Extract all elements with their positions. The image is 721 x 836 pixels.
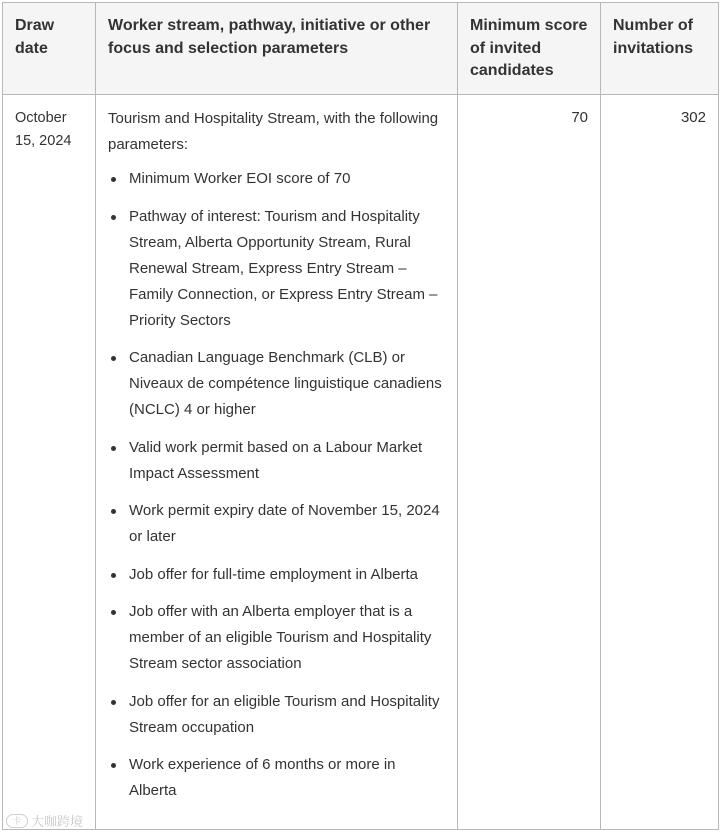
stream-intro: Tourism and Hospitality Stream, with the following parameters: (108, 110, 439, 153)
list-item: Work experience of 6 months or more in Alberta (108, 752, 445, 804)
list-item: Pathway of interest: Tourism and Hospitality Stream, Alberta Opportunity Stream, Rural Renewal Stream, Express Entry Stream – Family Connection, or Express Entry Stream – Priority Sectors (108, 204, 445, 334)
list-item: Canadian Language Benchmark (CLB) or Niveaux de compétence linguistique canadiens (NCLC) 4 or higher (108, 345, 445, 423)
eoi-draws-table (2, 2, 719, 830)
draw-date-cell: October 15, 2024 (3, 95, 96, 830)
header-minimum-score: Minimum score of invited candidates (458, 3, 601, 95)
invitations-cell: 302 (601, 95, 719, 830)
parameter-list (108, 166, 445, 804)
watermark (6, 811, 83, 830)
minimum-score-cell: 70 (458, 95, 601, 830)
header-draw-date: Draw date (3, 3, 96, 95)
list-item: Job offer for an eligible Tourism and Hospitality Stream occupation (108, 689, 445, 741)
list-item: Minimum Worker EOI score of 70 (108, 166, 445, 192)
list-item: Valid work permit based on a Labour Market Impact Assessment (108, 435, 445, 487)
header-stream-parameters: Worker stream, pathway, initiative or other focus and selection parameters (96, 3, 458, 95)
stream-parameters-cell (96, 95, 458, 830)
table-row (3, 95, 719, 830)
list-item: Work permit expiry date of November 15, 2024 or later (108, 498, 445, 550)
watermark-text: 大咖跨境 (31, 814, 84, 829)
header-row (3, 3, 719, 95)
list-item: Job offer with an Alberta employer that is a member of an eligible Tourism and Hospitality Stream sector association (108, 599, 445, 677)
header-number-of-invitations: Number of invitations (601, 3, 719, 95)
watermark-logo-icon: 卡 (6, 814, 28, 828)
list-item: Job offer for full-time employment in Alberta (108, 562, 445, 588)
